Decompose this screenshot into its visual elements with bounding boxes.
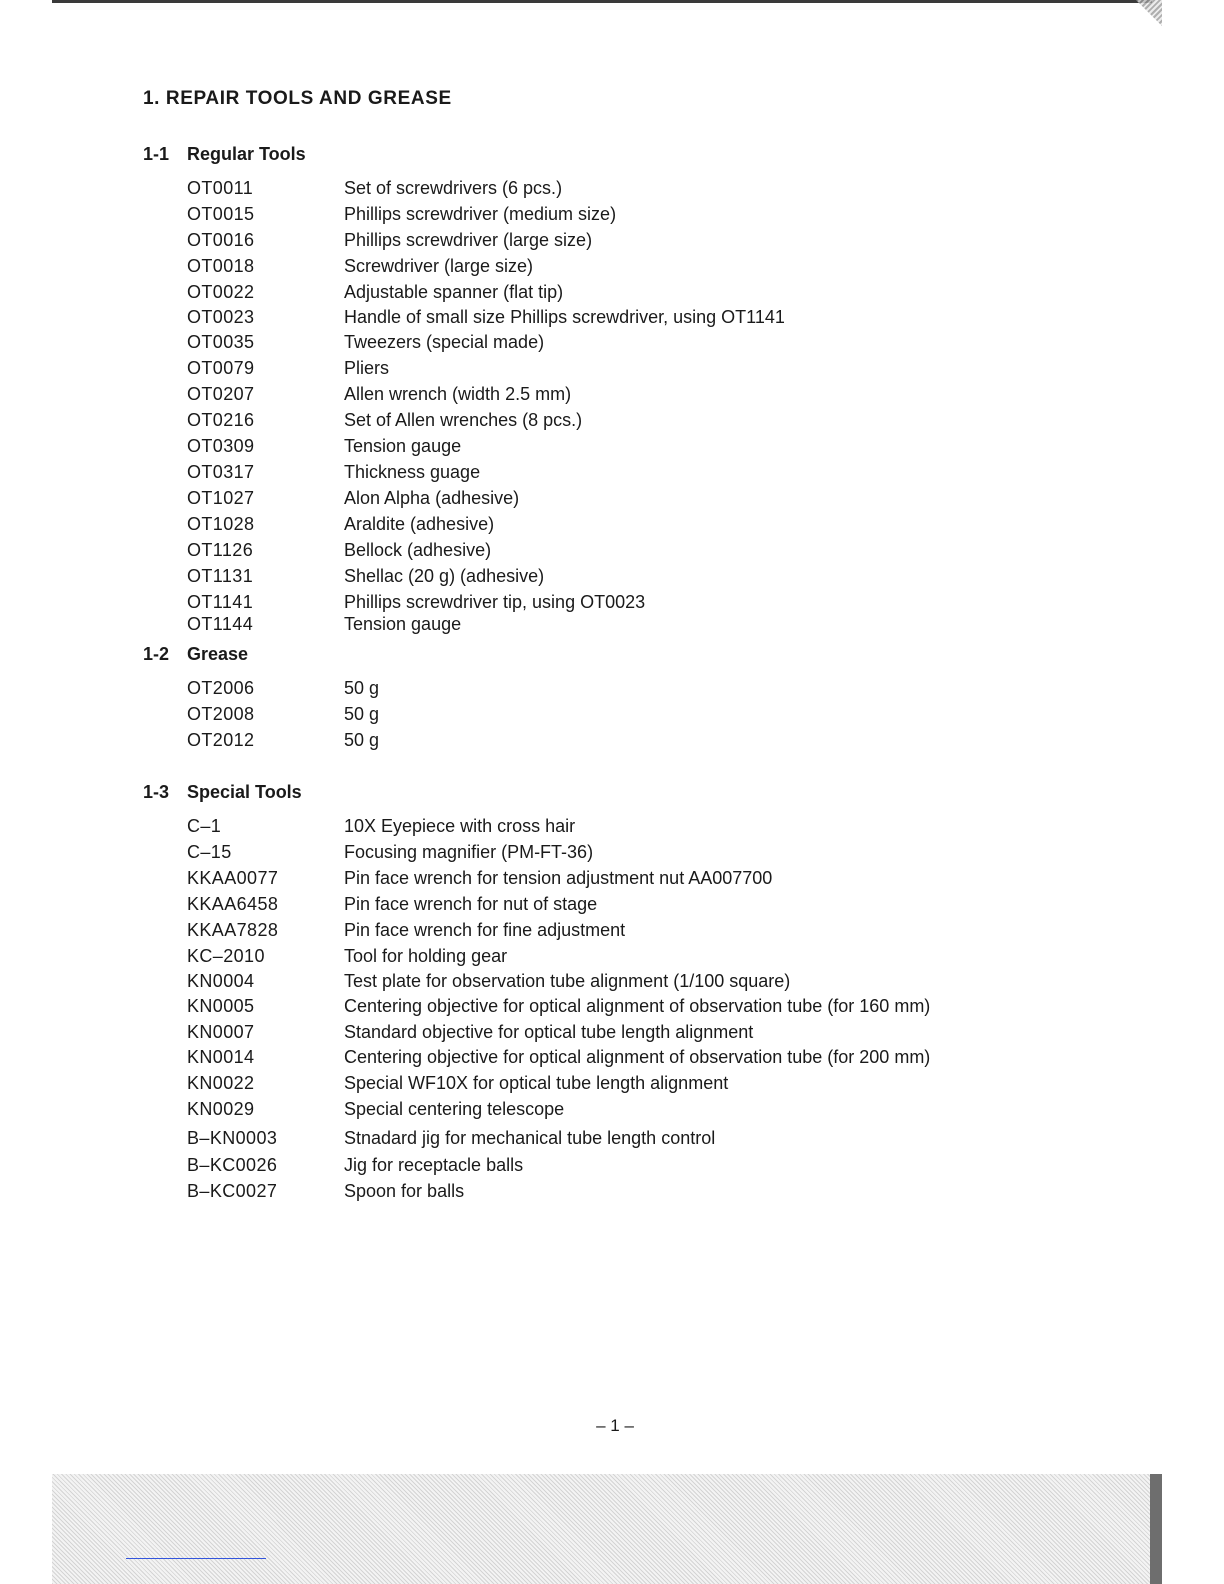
- bottom-line: [126, 1558, 266, 1559]
- corner-scan-mark: [1136, 0, 1162, 26]
- item-code: KN0005: [187, 996, 255, 1016]
- item-description: Phillips screwdriver (large size): [344, 230, 593, 250]
- item-code: KN0004: [187, 971, 255, 991]
- item-code: OT0023: [187, 307, 255, 327]
- item-description: 50 g: [344, 704, 380, 724]
- list-item: [187, 612, 461, 636]
- item-description: Centering objective for optical alignment of observation tube (for 200 mm): [344, 1047, 931, 1067]
- list-item: [187, 228, 592, 252]
- item-description: 50 g: [344, 678, 380, 698]
- item-code: OT0216: [187, 410, 255, 430]
- item-code: OT0015: [187, 204, 255, 224]
- item-code: OT0018: [187, 256, 255, 276]
- item-description: Adjustable spanner (flat tip): [344, 282, 564, 302]
- list-item: [187, 512, 494, 536]
- item-description: Handle of small size Phillips screwdriver, using OT1141: [344, 307, 785, 327]
- list-item: [187, 460, 480, 484]
- section-heading-regular-tools: [143, 144, 306, 165]
- list-item: [187, 1071, 728, 1095]
- top-rule: [52, 0, 1152, 3]
- item-code: OT1144: [187, 614, 254, 634]
- list-item: [187, 202, 616, 226]
- item-code: OT0011: [187, 178, 254, 198]
- item-code: C–15: [187, 842, 232, 862]
- list-item: [187, 330, 544, 354]
- list-item: [187, 814, 575, 838]
- item-code: OT1028: [187, 514, 255, 534]
- list-item: [187, 676, 379, 700]
- item-code: KKAA6458: [187, 894, 279, 914]
- list-item: [187, 1020, 753, 1044]
- list-item: [187, 840, 593, 864]
- item-description: Araldite (adhesive): [344, 514, 495, 534]
- list-item: [187, 538, 491, 562]
- item-code: OT2012: [187, 730, 255, 750]
- page-number: – 1 –: [596, 1416, 634, 1435]
- item-description: Spoon for balls: [344, 1181, 465, 1201]
- list-item: [187, 356, 389, 380]
- list-item: [187, 728, 379, 752]
- item-description: Pin face wrench for nut of stage: [344, 894, 598, 914]
- page-title: 1. REPAIR TOOLS AND GREASE: [143, 88, 452, 109]
- item-description: Shellac (20 g) (adhesive): [344, 566, 545, 586]
- item-code: KKAA7828: [187, 920, 279, 940]
- item-description: Thickness guage: [344, 462, 481, 482]
- item-description: Test plate for observation tube alignment (1/100 square): [344, 971, 791, 991]
- item-code: OT2008: [187, 704, 255, 724]
- list-item: [187, 254, 533, 278]
- item-description: Pin face wrench for tension adjustment nut AA007700: [344, 868, 773, 888]
- item-code: C–1: [187, 816, 222, 836]
- item-description: Pin face wrench for fine adjustment: [344, 920, 626, 940]
- item-description: 10X Eyepiece with cross hair: [344, 816, 576, 836]
- section-title: Regular Tools: [187, 144, 306, 164]
- item-code: OT0207: [187, 384, 255, 404]
- item-code: B–KC0027: [187, 1181, 278, 1201]
- item-description: Tool for holding gear: [344, 946, 508, 966]
- section-title: Grease: [187, 644, 249, 664]
- item-description: Screwdriver (large size): [344, 256, 534, 276]
- item-code: OT2006: [187, 678, 255, 698]
- item-code: OT0035: [187, 332, 255, 352]
- item-description: Phillips screwdriver (medium size): [344, 204, 617, 224]
- list-item: [187, 1179, 464, 1203]
- section-heading-special-tools: [143, 782, 302, 803]
- item-code: B–KC0026: [187, 1155, 278, 1175]
- list-item: [187, 305, 785, 329]
- item-description: Tension gauge: [344, 436, 462, 456]
- section-number: 1-2: [143, 644, 170, 664]
- section-title: Special Tools: [187, 782, 302, 802]
- item-code: KC–2010: [187, 946, 265, 966]
- item-code: OT0317: [187, 462, 255, 482]
- list-item: [187, 382, 571, 406]
- list-item: [187, 176, 562, 200]
- item-description: 50 g: [344, 730, 380, 750]
- item-description: Phillips screwdriver tip, using OT0023: [344, 592, 646, 612]
- item-code: OT1131: [187, 566, 254, 586]
- item-code: B–KN0003: [187, 1128, 278, 1148]
- list-item: [187, 944, 507, 968]
- list-item: [187, 564, 544, 588]
- list-item: [187, 866, 772, 890]
- list-item: [187, 892, 597, 916]
- section-number: 1-3: [143, 782, 170, 802]
- list-item: [187, 1097, 564, 1121]
- item-code: KN0022: [187, 1073, 255, 1093]
- item-code: KN0014: [187, 1047, 255, 1067]
- item-description: Centering objective for optical alignment of observation tube (for 160 mm): [344, 996, 931, 1016]
- list-item: [187, 1045, 930, 1069]
- item-description: Focusing magnifier (PM-FT-36): [344, 842, 594, 862]
- item-code: KKAA0077: [187, 868, 279, 888]
- list-item: [187, 918, 625, 942]
- item-description: Pliers: [344, 358, 390, 378]
- list-item: [187, 486, 519, 510]
- item-description: Tweezers (special made): [344, 332, 545, 352]
- scan-bottom-band: [52, 1474, 1160, 1584]
- list-item: [187, 1126, 715, 1150]
- list-item: [187, 280, 563, 304]
- item-description: Set of Allen wrenches (8 pcs.): [344, 410, 583, 430]
- list-item: [187, 702, 379, 726]
- item-description: Tension gauge: [344, 614, 462, 634]
- item-code: OT0022: [187, 282, 255, 302]
- item-code: KN0029: [187, 1099, 255, 1119]
- section-number: 1-1: [143, 144, 170, 164]
- item-description: Jig for receptacle balls: [344, 1155, 524, 1175]
- scan-bottom-edge: [1150, 1474, 1162, 1584]
- item-description: Special centering telescope: [344, 1099, 565, 1119]
- list-item: [187, 408, 582, 432]
- item-description: Allen wrench (width 2.5 mm): [344, 384, 572, 404]
- item-description: Bellock (adhesive): [344, 540, 492, 560]
- list-item: [187, 969, 790, 993]
- item-code: OT0079: [187, 358, 255, 378]
- item-description: Set of screwdrivers (6 pcs.): [344, 178, 563, 198]
- item-code: OT0016: [187, 230, 255, 250]
- item-code: OT1141: [187, 592, 254, 612]
- list-item: [187, 994, 930, 1018]
- item-code: OT1027: [187, 488, 255, 508]
- item-description: Stnadard jig for mechanical tube length control: [344, 1128, 716, 1148]
- item-code: OT1126: [187, 540, 254, 560]
- item-description: Standard objective for optical tube length alignment: [344, 1022, 754, 1042]
- list-item: [187, 590, 645, 614]
- section-heading-grease: [143, 644, 248, 665]
- item-description: Alon Alpha (adhesive): [344, 488, 520, 508]
- item-description: Special WF10X for optical tube length alignment: [344, 1073, 729, 1093]
- list-item: [187, 1153, 523, 1177]
- list-item: [187, 434, 461, 458]
- item-code: OT0309: [187, 436, 255, 456]
- item-code: KN0007: [187, 1022, 255, 1042]
